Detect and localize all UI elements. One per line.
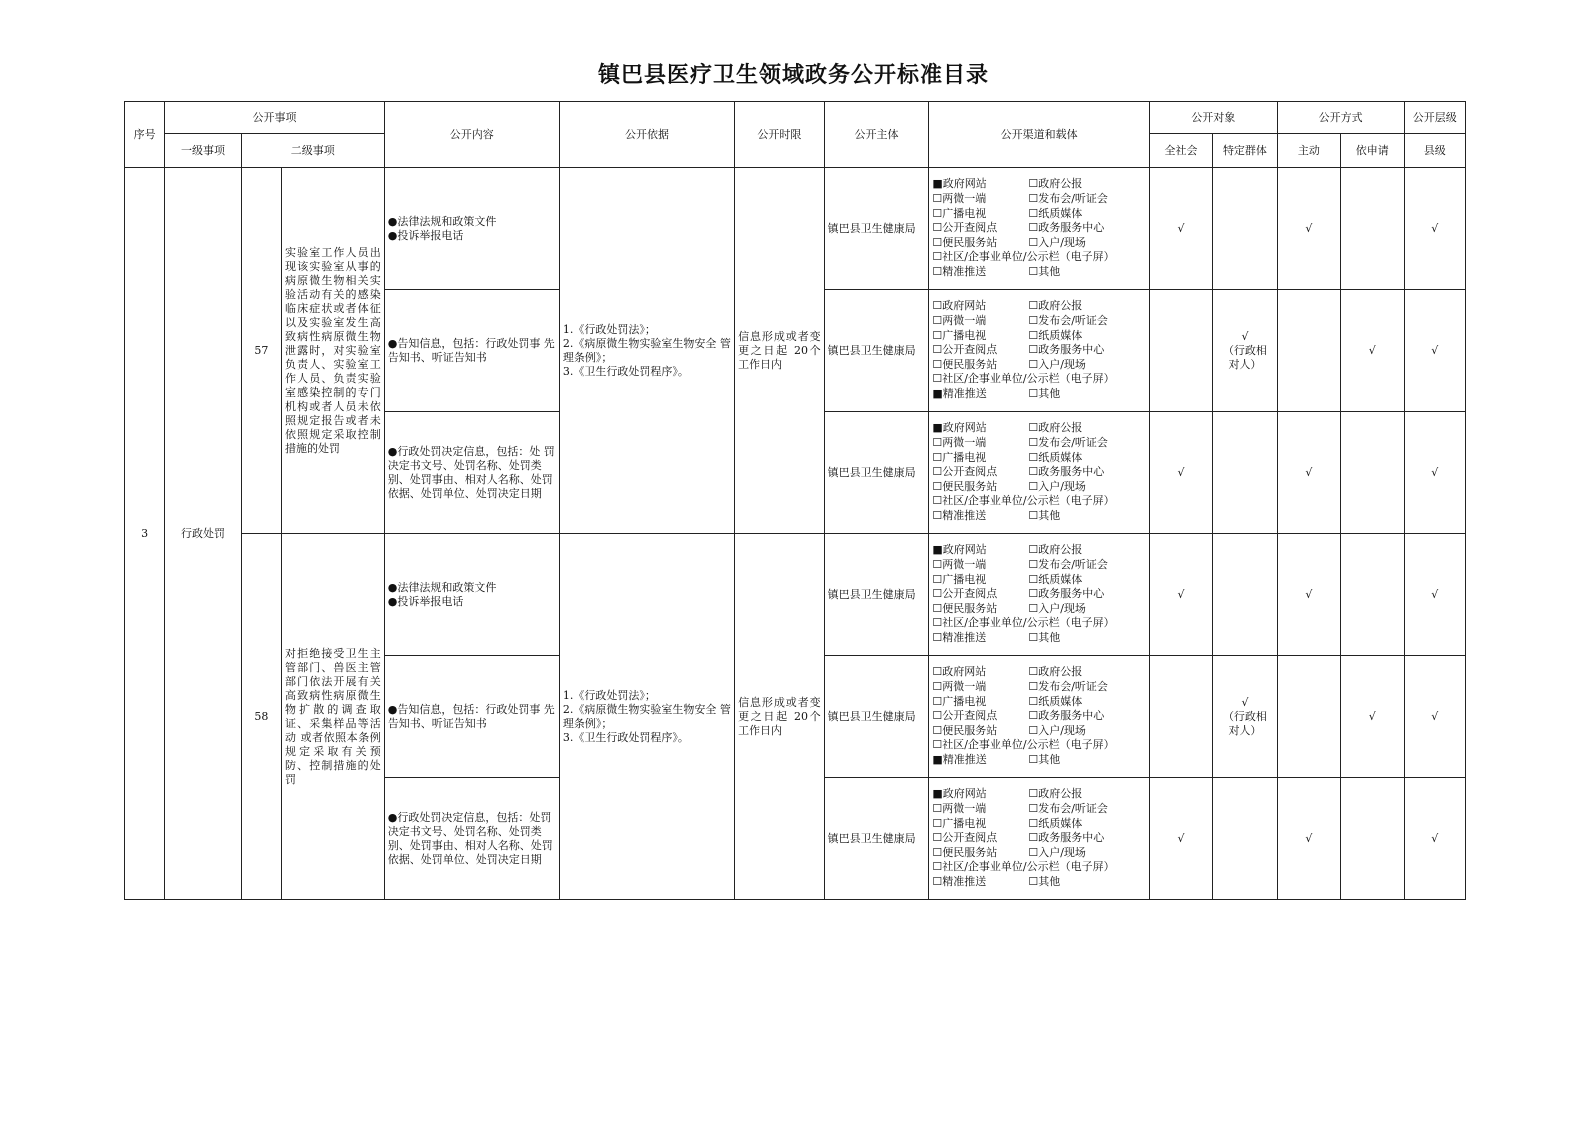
- header-level2: 二级事项: [241, 134, 384, 168]
- header-mode: 公开方式: [1277, 102, 1404, 134]
- header-seq: 序号: [125, 102, 165, 168]
- channel-cell: [929, 656, 1149, 778]
- channel-option: ☐政府网站: [932, 665, 987, 679]
- target-specific-mark: √ （行政相 对人）: [1213, 656, 1277, 778]
- target-all-mark: √: [1149, 778, 1212, 900]
- channel-option: ☐公开查阅点: [932, 221, 998, 235]
- channel-option: ☐便民服务站: [932, 601, 998, 615]
- channel-option: ☐两微一端: [932, 680, 987, 694]
- deadline-cell: 信息形成或者变更之日起 20个工作日内: [735, 534, 825, 900]
- channel-option: ☐精准推送: [932, 874, 987, 888]
- channel-option: ☐政务服务中心: [1028, 831, 1105, 845]
- channel-checklist: [932, 543, 1145, 645]
- channel-checklist: [932, 665, 1145, 767]
- channel-option: ☐发布会/听证会: [1028, 436, 1108, 450]
- channel-option: ☐社区/企事业单位/公示栏（电子屏）: [932, 738, 1115, 752]
- mode-active-mark: √: [1277, 534, 1340, 656]
- channel-checklist: [932, 421, 1145, 523]
- channel-option: ☐政府公报: [1028, 177, 1083, 191]
- target-specific-mark: √ （行政相 对人）: [1213, 290, 1277, 412]
- mode-active-mark: √: [1277, 412, 1340, 534]
- channel-cell: [929, 412, 1149, 534]
- channel-option: ☐两微一端: [932, 436, 987, 450]
- header-basis: 公开依据: [559, 102, 734, 168]
- mode-request-mark: √: [1341, 656, 1404, 778]
- channel-option: ☐其他: [1028, 752, 1061, 766]
- subject-cell: 镇巴县卫生健康局: [824, 534, 929, 656]
- target-specific-mark: [1213, 168, 1277, 290]
- layer-county-mark: √: [1404, 168, 1466, 290]
- level2-description: 实验室工作人员出现该实验室从事的病原微生物相关实验活动有关的感染临床症状或者体征以及实验室发生高 致病性病原微生物泄露时，对实验室 负责人、实验室工作人员、负责实验室感染控制的专门机构或者人员未依照规定报告或者未 依照规定采取控制措施的处罚: [282, 168, 385, 534]
- item-number: 58: [241, 534, 281, 900]
- channel-option: ☐其他: [1028, 264, 1061, 278]
- channel-option: ☐广播电视: [932, 694, 987, 708]
- header-target-all: 全社会: [1149, 134, 1212, 168]
- channel-option: ☐发布会/听证会: [1028, 802, 1108, 816]
- channel-option: ☐发布会/听证会: [1028, 558, 1108, 572]
- channel-option: ☐入户/现场: [1028, 235, 1086, 249]
- channel-option: ☐便民服务站: [932, 235, 998, 249]
- channel-option: ☐纸质媒体: [1028, 206, 1083, 220]
- layer-county-mark: √: [1404, 534, 1466, 656]
- target-specific-mark: [1213, 412, 1277, 534]
- subject-cell: 镇巴县卫生健康局: [824, 412, 929, 534]
- table-row: [125, 534, 1466, 656]
- channel-option: ☐政务服务中心: [1028, 709, 1105, 723]
- channel-option: ■精准推送: [932, 752, 987, 766]
- channel-option: ☐入户/现场: [1028, 357, 1086, 371]
- channel-option: ☐入户/现场: [1028, 845, 1086, 859]
- document-title: 镇巴县医疗卫生领域政务公开标准目录: [597, 62, 989, 88]
- level2-description: 对拒绝接受卫生主管部门、兽医主管部门依法开展有关 高致病性病原微生物扩散的调查取证、采集样品等活动 或者依照本条例规定采取有关预防、控制措施的处罚: [282, 534, 385, 900]
- channel-option: ☐入户/现场: [1028, 479, 1086, 493]
- channel-option: ☐发布会/听证会: [1028, 192, 1108, 206]
- header-content: 公开内容: [384, 102, 559, 168]
- channel-option: ☐两微一端: [932, 192, 987, 206]
- channel-option: ☐便民服务站: [932, 845, 998, 859]
- channel-option: ☐社区/企事业单位/公示栏（电子屏）: [932, 250, 1115, 264]
- channel-option: ☐政府公报: [1028, 665, 1083, 679]
- header-deadline: 公开时限: [735, 102, 825, 168]
- mode-request-mark: [1341, 168, 1404, 290]
- mode-active-mark: [1277, 290, 1340, 412]
- target-all-mark: √: [1149, 412, 1212, 534]
- channel-cell: [929, 534, 1149, 656]
- layer-county-mark: √: [1404, 290, 1466, 412]
- channel-checklist: [932, 177, 1145, 279]
- channel-option: ☐广播电视: [932, 206, 987, 220]
- subject-cell: 镇巴县卫生健康局: [824, 778, 929, 900]
- channel-option: ☐公开查阅点: [932, 465, 998, 479]
- channel-option: ☐纸质媒体: [1028, 572, 1083, 586]
- header-level1: 一级事项: [165, 134, 242, 168]
- subject-cell: 镇巴县卫生健康局: [824, 656, 929, 778]
- deadline-cell: 信息形成或者变更之日起 20个工作日内: [735, 168, 825, 534]
- channel-option: ☐社区/企事业单位/公示栏（电子屏）: [932, 616, 1115, 630]
- content-cell: ●告知信息，包括：行政处罚事 先告知书、听证告知书: [384, 656, 559, 778]
- header-channel: 公开渠道和载体: [929, 102, 1149, 168]
- channel-option: ☐发布会/听证会: [1028, 314, 1108, 328]
- channel-option: ■政府网站: [932, 787, 987, 801]
- target-all-mark: √: [1149, 534, 1212, 656]
- channel-option: ☐政务服务中心: [1028, 465, 1105, 479]
- content-cell: ●法律法规和政策文件 ●投诉举报电话: [384, 534, 559, 656]
- channel-checklist: [932, 299, 1145, 401]
- channel-option: ☐纸质媒体: [1028, 694, 1083, 708]
- header-layer-county: 县级: [1404, 134, 1466, 168]
- channel-option: ☐广播电视: [932, 450, 987, 464]
- item-number: 57: [241, 168, 281, 534]
- channel-option: ☐纸质媒体: [1028, 328, 1083, 342]
- mode-request-mark: √: [1341, 290, 1404, 412]
- channel-cell: [929, 290, 1149, 412]
- channel-option: ☐政府网站: [932, 299, 987, 313]
- seq-cell: 3: [125, 168, 165, 900]
- channel-option: ☐发布会/听证会: [1028, 680, 1108, 694]
- target-specific-mark: [1213, 778, 1277, 900]
- channel-option: ☐公开查阅点: [932, 343, 998, 357]
- header-target: 公开对象: [1149, 102, 1277, 134]
- mode-active-mark: √: [1277, 168, 1340, 290]
- channel-option: ☐两微一端: [932, 558, 987, 572]
- channel-checklist: [932, 787, 1145, 889]
- channel-option: ☐政务服务中心: [1028, 221, 1105, 235]
- mode-active-mark: √: [1277, 778, 1340, 900]
- channel-option: ☐广播电视: [932, 328, 987, 342]
- channel-option: ■政府网站: [932, 421, 987, 435]
- channel-option: ■精准推送: [932, 386, 987, 400]
- target-all-mark: [1149, 290, 1212, 412]
- content-cell: ●告知信息，包括：行政处罚事 先告知书、听证告知书: [384, 290, 559, 412]
- channel-option: ☐其他: [1028, 386, 1061, 400]
- content-cell: ●行政处罚决定信息，包括：处 罚决定书文号、处罚名称、处罚类别、处罚事由、相对人名称、处罚依据、处罚单位、处罚决定日期: [384, 412, 559, 534]
- content-cell: ●行政处罚决定信息，包括：处罚决定书文号、处罚名称、处罚类别、处罚事由、相对人名称、处罚依据、处罚单位、处罚决定日期: [384, 778, 559, 900]
- channel-option: ☐其他: [1028, 508, 1061, 522]
- channel-option: ☐精准推送: [932, 630, 987, 644]
- mode-request-mark: [1341, 412, 1404, 534]
- channel-option: ☐纸质媒体: [1028, 450, 1083, 464]
- mode-active-mark: [1277, 656, 1340, 778]
- channel-option: ☐便民服务站: [932, 479, 998, 493]
- channel-option: ☐便民服务站: [932, 357, 998, 371]
- mode-request-mark: [1341, 534, 1404, 656]
- header-mode-active: 主动: [1277, 134, 1340, 168]
- layer-county-mark: √: [1404, 656, 1466, 778]
- channel-option: ☐社区/企事业单位/公示栏（电子屏）: [932, 860, 1115, 874]
- channel-option: ☐政府公报: [1028, 421, 1083, 435]
- subject-cell: 镇巴县卫生健康局: [824, 290, 929, 412]
- basis-cell: 1.《行政处罚法》； 2.《病原微生物实验室生物安全 管理条例》； 3.《卫生行政处罚程序》。: [559, 168, 734, 534]
- content-cell: ●法律法规和政策文件 ●投诉举报电话: [384, 168, 559, 290]
- header-target-specific: 特定群体: [1213, 134, 1277, 168]
- channel-cell: [929, 168, 1149, 290]
- header-items: 公开事项: [165, 102, 384, 134]
- channel-option: ☐公开查阅点: [932, 587, 998, 601]
- channel-option: ■政府网站: [932, 543, 987, 557]
- channel-option: ☐政务服务中心: [1028, 343, 1105, 357]
- channel-option: ☐便民服务站: [932, 723, 998, 737]
- channel-option: ■政府网站: [932, 177, 987, 191]
- target-all-mark: √: [1149, 168, 1212, 290]
- channel-option: ☐政府公报: [1028, 787, 1083, 801]
- channel-option: ☐精准推送: [932, 264, 987, 278]
- layer-county-mark: √: [1404, 412, 1466, 534]
- channel-option: ☐纸质媒体: [1028, 816, 1083, 830]
- level1-cell: 行政处罚: [165, 168, 242, 900]
- header-mode-request: 依申请: [1341, 134, 1404, 168]
- header-subject: 公开主体: [824, 102, 929, 168]
- subject-cell: 镇巴县卫生健康局: [824, 168, 929, 290]
- channel-option: ☐政务服务中心: [1028, 587, 1105, 601]
- channel-option: ☐公开查阅点: [932, 709, 998, 723]
- channel-option: ☐入户/现场: [1028, 601, 1086, 615]
- disclosure-catalog-table: [124, 101, 1466, 900]
- channel-option: ☐其他: [1028, 630, 1061, 644]
- channel-cell: [929, 778, 1149, 900]
- channel-option: ☐政府公报: [1028, 543, 1083, 557]
- layer-county-mark: √: [1404, 778, 1466, 900]
- channel-option: ☐两微一端: [932, 802, 987, 816]
- channel-option: ☐公开查阅点: [932, 831, 998, 845]
- channel-option: ☐入户/现场: [1028, 723, 1086, 737]
- channel-option: ☐政府公报: [1028, 299, 1083, 313]
- channel-option: ☐社区/企事业单位/公示栏（电子屏）: [932, 372, 1115, 386]
- channel-option: ☐精准推送: [932, 508, 987, 522]
- channel-option: ☐广播电视: [932, 816, 987, 830]
- table-row: [125, 168, 1466, 290]
- header-layer: 公开层级: [1404, 102, 1466, 134]
- channel-option: ☐社区/企事业单位/公示栏（电子屏）: [932, 494, 1115, 508]
- basis-cell: 1.《行政处罚法》； 2.《病原微生物实验室生物安全 管理条例》； 3.《卫生行政处罚程序》。: [559, 534, 734, 900]
- channel-option: ☐其他: [1028, 874, 1061, 888]
- target-specific-mark: [1213, 534, 1277, 656]
- channel-option: ☐广播电视: [932, 572, 987, 586]
- mode-request-mark: [1341, 778, 1404, 900]
- target-all-mark: [1149, 656, 1212, 778]
- channel-option: ☐两微一端: [932, 314, 987, 328]
